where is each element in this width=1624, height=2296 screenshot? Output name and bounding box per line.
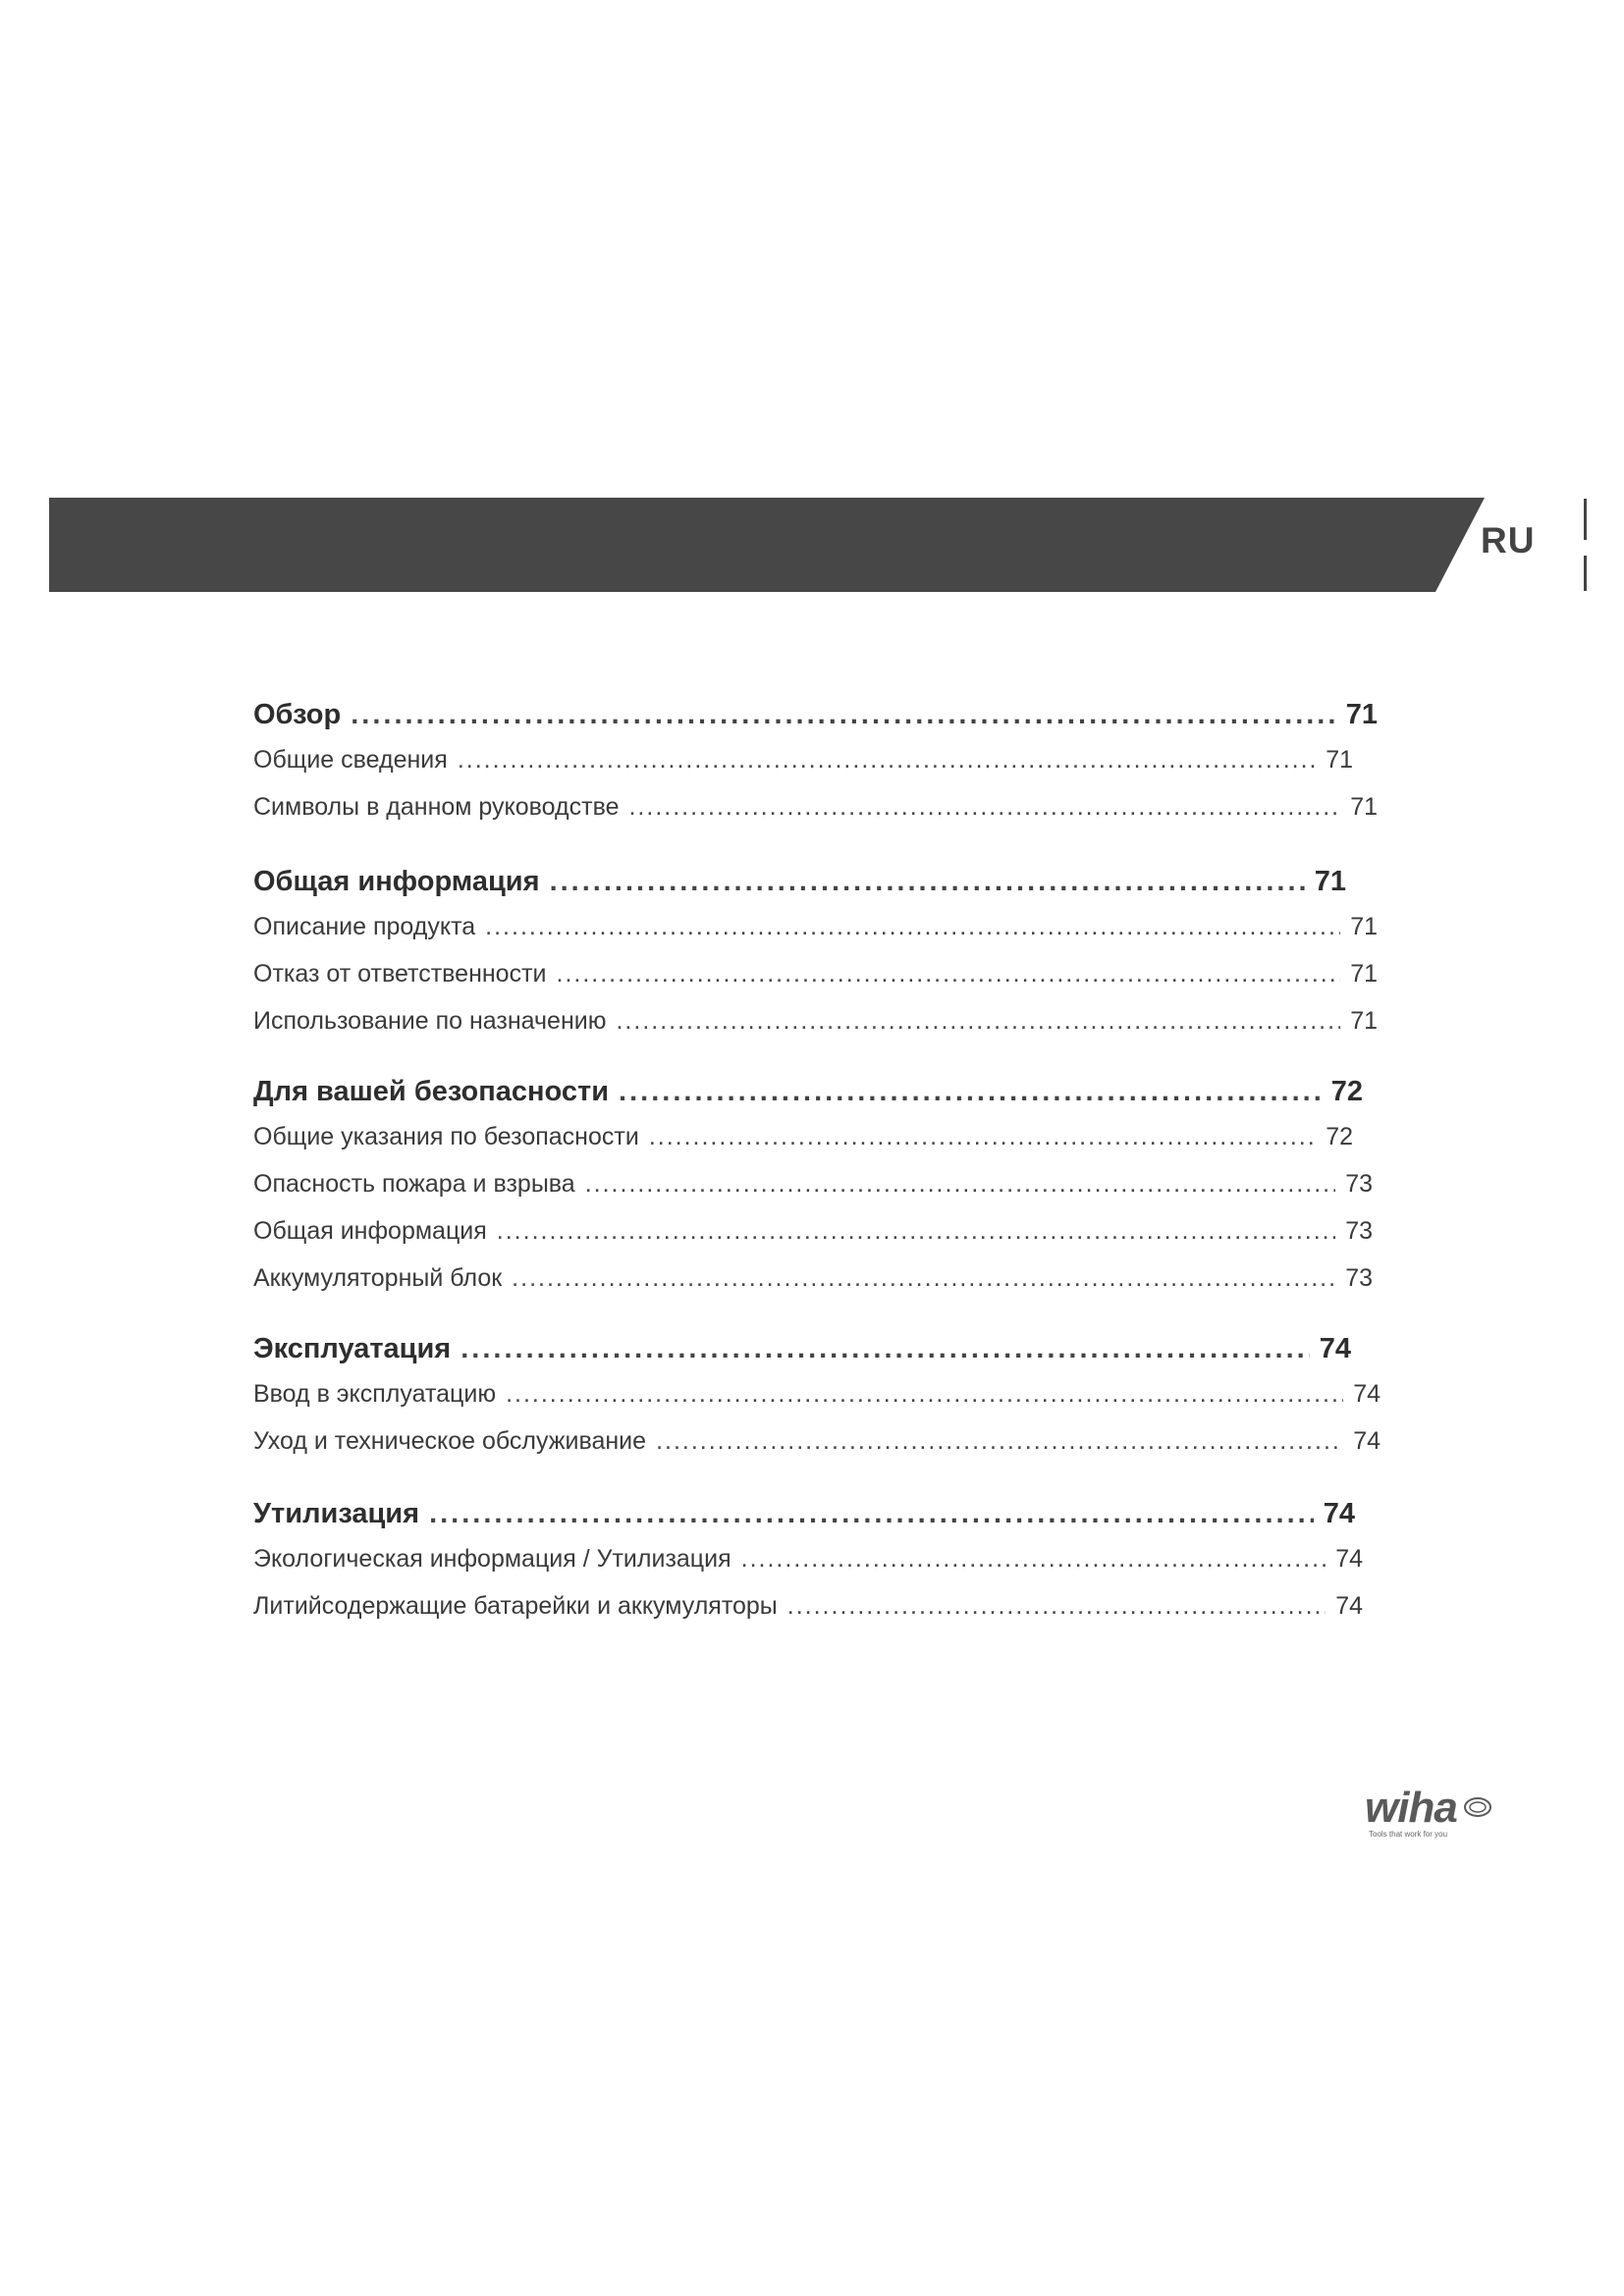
toc-page-number: 74 — [1353, 1380, 1380, 1408]
toc-item-title: Уход и техническое обслуживание — [253, 1427, 647, 1455]
toc-item[interactable] — [253, 960, 1378, 988]
toc-item-title: Ввод в эксплуатацию — [253, 1380, 497, 1408]
header-band-shape — [49, 498, 1485, 592]
logo-tagline: Tools that work for you — [1369, 1830, 1448, 1839]
wiha-logo — [1365, 1784, 1502, 1842]
toc-leader — [550, 866, 1305, 898]
toc-page-number: 71 — [1345, 699, 1378, 730]
edge-marker-bottom — [1584, 556, 1587, 591]
toc-item-title: Опасность пожара и взрыва — [253, 1170, 575, 1198]
toc-page-number: 74 — [1335, 1545, 1363, 1573]
header-band — [49, 498, 1485, 592]
toc-item[interactable] — [253, 746, 1353, 774]
toc-section-disposal[interactable] — [253, 1498, 1355, 1530]
toc-item[interactable] — [253, 793, 1378, 822]
edge-marker-top — [1584, 499, 1587, 540]
language-code: RU — [1481, 520, 1536, 561]
toc-item[interactable] — [253, 1217, 1373, 1246]
toc-section-title: Эксплуатация — [253, 1333, 452, 1364]
toc-section-title: Общая информация — [253, 866, 540, 897]
toc-item[interactable] — [253, 1545, 1363, 1574]
toc-leader — [616, 1007, 1340, 1036]
toc-page-number: 73 — [1345, 1264, 1373, 1292]
toc-leader — [512, 1264, 1335, 1293]
toc-item-title: Отказ от ответственности — [253, 960, 547, 988]
toc-section-title: Утилизация — [253, 1498, 420, 1529]
toc-item-title: Символы в данном руководстве — [253, 793, 620, 821]
toc-item-title: Использование по назначению — [253, 1007, 607, 1035]
toc-page-number: 71 — [1350, 960, 1378, 988]
toc-leader — [741, 1545, 1326, 1574]
toc-leader — [787, 1592, 1326, 1621]
toc-leader — [485, 913, 1340, 941]
toc-page-number: 74 — [1323, 1498, 1355, 1529]
toc-item[interactable] — [253, 1007, 1378, 1036]
toc-page-number: 71 — [1350, 1007, 1378, 1035]
toc-page-number: 74 — [1353, 1427, 1380, 1455]
toc-item[interactable] — [253, 1592, 1363, 1621]
toc-item[interactable] — [253, 1123, 1353, 1151]
toc-page-number: 71 — [1350, 793, 1378, 821]
toc-item-title: Общие сведения — [253, 746, 448, 774]
toc-section-overview[interactable] — [253, 699, 1378, 731]
toc-leader — [557, 960, 1341, 988]
toc-item-title: Экологическая информация / Утилизация — [253, 1545, 731, 1573]
toc-leader — [649, 1123, 1316, 1151]
toc-leader — [458, 746, 1316, 774]
toc-leader — [429, 1498, 1314, 1530]
toc-page-number: 71 — [1326, 746, 1353, 774]
toc-page-number: 72 — [1326, 1123, 1353, 1150]
toc-item-title: Общие указания по безопасности — [253, 1123, 639, 1150]
toc-section-title: Для вашей безопасности — [253, 1076, 610, 1107]
toc-item[interactable] — [253, 913, 1378, 941]
logo-wordmark: wiha — [1365, 1784, 1457, 1832]
toc-leader — [497, 1217, 1335, 1246]
toc-item[interactable] — [253, 1170, 1373, 1199]
wiha-oval-badge-icon — [1463, 1796, 1492, 1818]
toc-page-number: 71 — [1314, 866, 1346, 897]
toc-item-title: Общая информация — [253, 1217, 487, 1245]
toc-item-title: Аккумуляторный блок — [253, 1264, 503, 1292]
toc-page-number: 71 — [1350, 913, 1378, 940]
toc-leader — [619, 1076, 1322, 1108]
toc-item[interactable] — [253, 1380, 1380, 1409]
toc-item[interactable] — [253, 1427, 1380, 1456]
toc-page-number: 74 — [1335, 1592, 1363, 1620]
toc-leader — [506, 1380, 1343, 1409]
toc-leader — [351, 699, 1336, 731]
toc-section-general-info[interactable] — [253, 866, 1346, 898]
toc-item[interactable] — [253, 1264, 1373, 1293]
toc-item-title: Литийсодержащие батарейки и аккумуляторы — [253, 1592, 778, 1620]
toc-page-number: 72 — [1330, 1076, 1363, 1107]
toc-section-safety[interactable] — [253, 1076, 1363, 1108]
toc-section-operation[interactable] — [253, 1333, 1351, 1365]
toc-leader — [585, 1170, 1335, 1199]
toc-leader — [460, 1333, 1310, 1365]
toc-page-number: 73 — [1345, 1217, 1373, 1245]
toc-page-number: 74 — [1319, 1333, 1351, 1364]
toc-item-title: Описание продукта — [253, 913, 476, 940]
toc-leader — [628, 793, 1340, 822]
toc-section-title: Обзор — [253, 699, 342, 730]
toc-leader — [656, 1427, 1343, 1456]
toc-page-number: 73 — [1345, 1170, 1373, 1198]
